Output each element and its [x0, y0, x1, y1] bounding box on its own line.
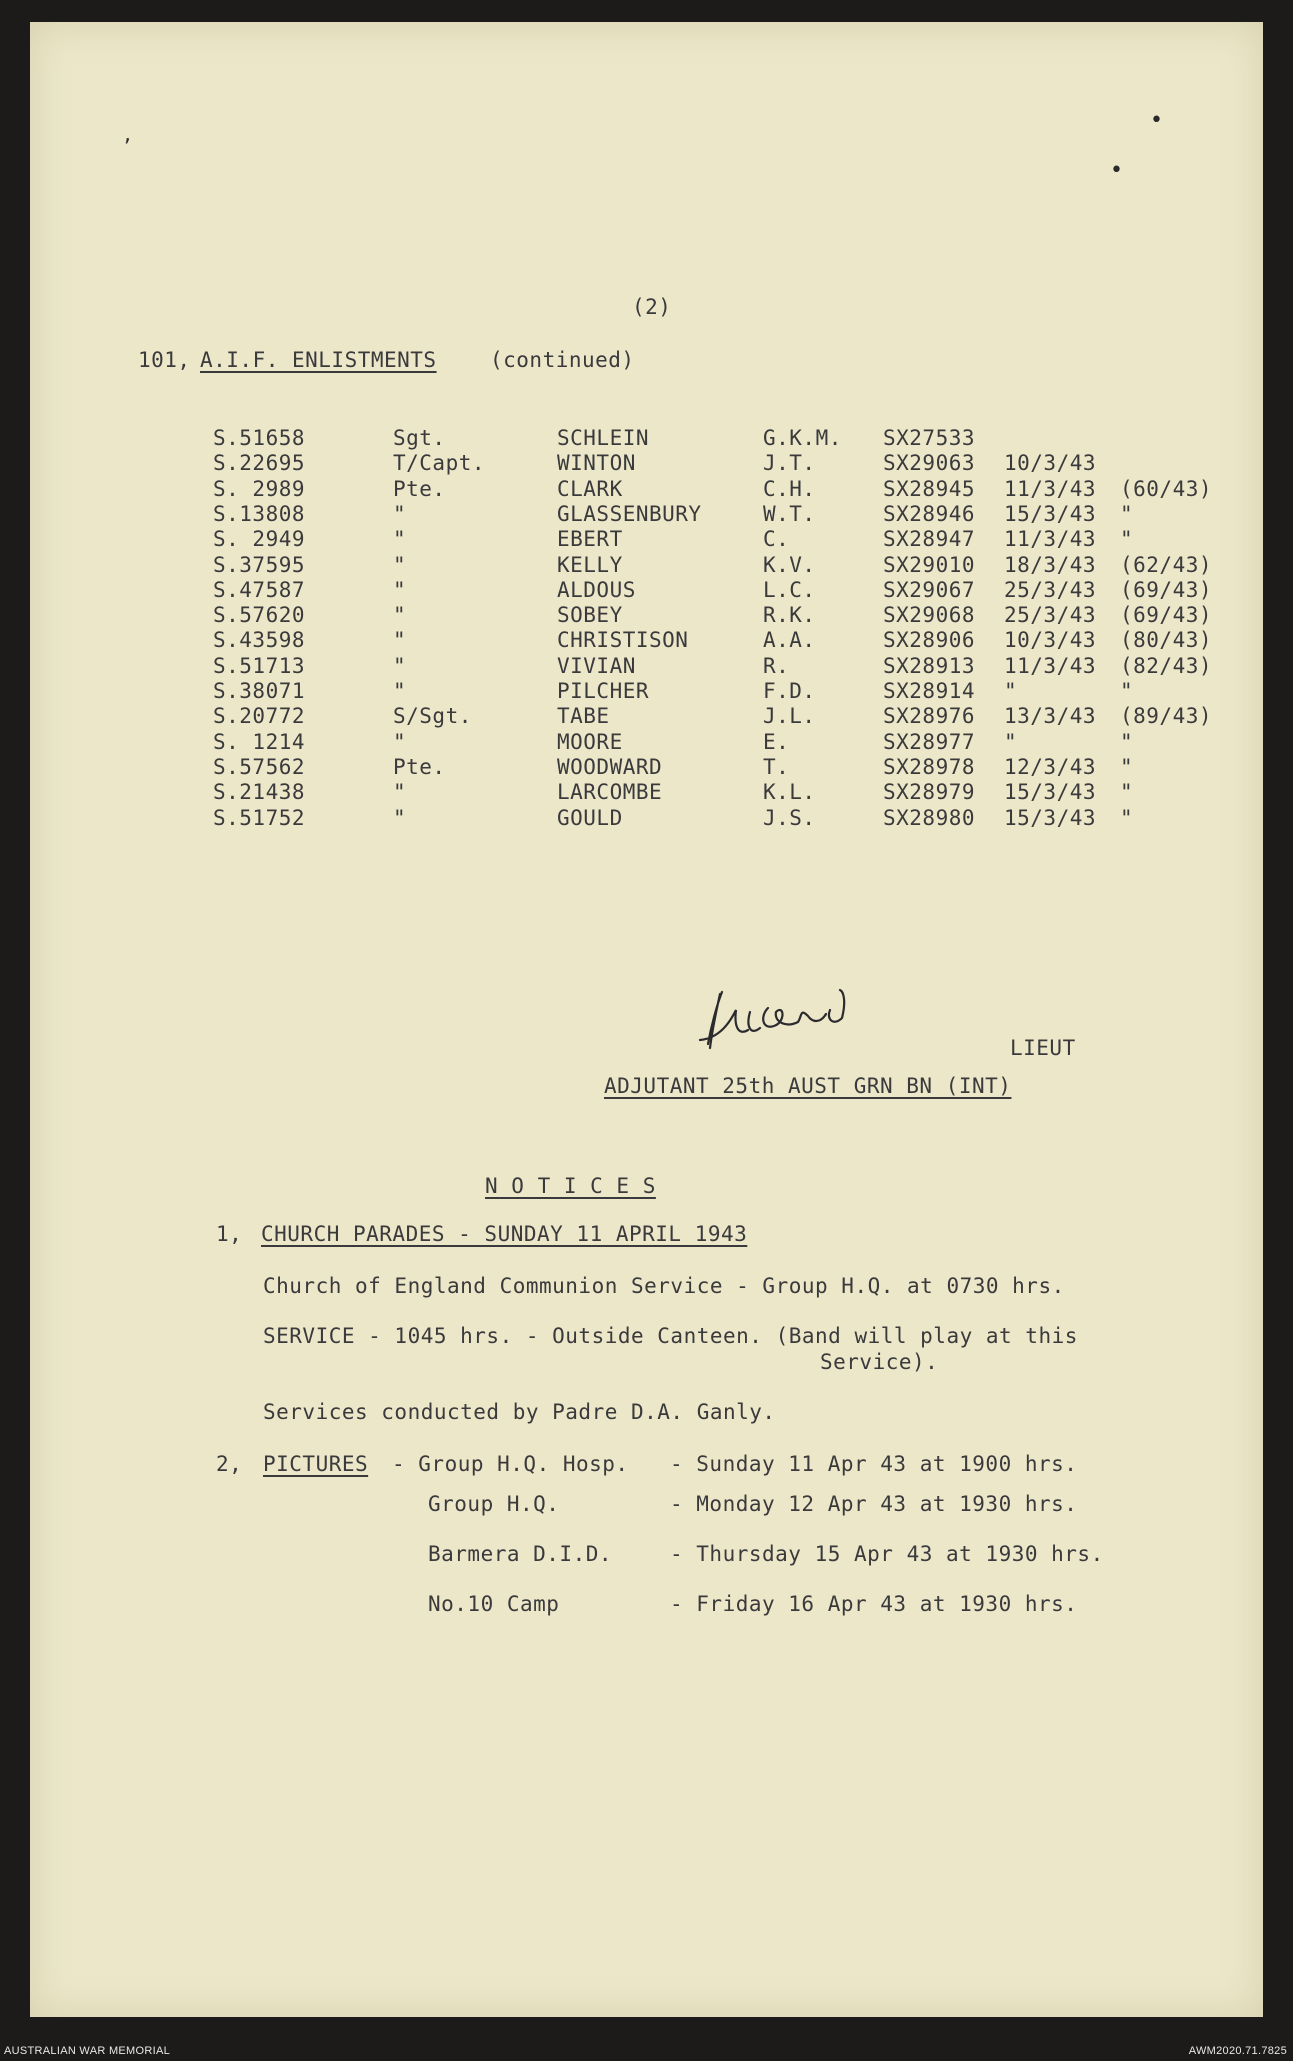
enlist-date: 25/3/43: [1004, 577, 1097, 602]
new-number: SX29063: [883, 451, 976, 476]
surname: CHRISTISON: [557, 628, 689, 653]
service-number: S. 2989: [213, 476, 306, 501]
rank: ": [393, 603, 407, 628]
enlist-date: 12/3/43: [1004, 754, 1097, 779]
section-suffix: (continued): [490, 348, 635, 372]
notice-number: 1,: [216, 1222, 243, 1246]
pictures-place: - Group H.Q. Hosp.: [392, 1452, 629, 1476]
notice-line: Services conducted by Padre D.A. Ganly.: [263, 1400, 776, 1424]
new-number: SX27533: [883, 426, 976, 450]
new-number: SX28980: [883, 805, 976, 830]
surname: ALDOUS: [557, 577, 636, 602]
service-number: S.57562: [213, 754, 306, 779]
reference: (69/43): [1120, 603, 1213, 628]
reference: (82/43): [1120, 653, 1213, 678]
signatory-title: ADJUTANT 25th AUST GRN BN (INT): [604, 1074, 1012, 1098]
pictures-time: - Friday 16 Apr 43 at 1930 hrs.: [670, 1592, 1078, 1616]
surname: CLARK: [557, 476, 623, 501]
signatory-rank: LIEUT: [1010, 1036, 1076, 1060]
initials: A.A.: [763, 628, 816, 653]
enlist-date: 11/3/43: [1004, 653, 1097, 678]
footer-right: AWM2020.71.7825: [1188, 2045, 1287, 2057]
rank: ": [393, 780, 407, 805]
initials: F.D.: [763, 679, 816, 703]
service-number: S.51752: [213, 805, 306, 830]
rank: ": [393, 805, 407, 830]
surname: WOODWARD: [557, 754, 663, 779]
surname: VIVIAN: [557, 653, 636, 678]
service-number: S. 1214: [213, 729, 306, 754]
reference: ": [1120, 805, 1134, 830]
table-row: [30, 679, 1263, 705]
table-row: [30, 502, 1263, 528]
service-number: S.38071: [213, 679, 306, 703]
notice-line: SERVICE - 1045 hrs. - Outside Canteen. (Band will play at this: [263, 1324, 1078, 1348]
service-number: S.43598: [213, 628, 306, 653]
notice-title: CHURCH PARADES - SUNDAY 11 APRIL 1943: [261, 1222, 748, 1246]
initials: J.L.: [763, 704, 816, 729]
initials: K.V.: [763, 552, 816, 577]
initials: R.: [763, 653, 790, 678]
table-row: [30, 654, 1263, 680]
service-number: S. 2949: [213, 527, 306, 552]
initials: J.T.: [763, 451, 816, 476]
notice-title: PICTURES: [263, 1452, 369, 1476]
new-number: SX29067: [883, 577, 976, 602]
new-number: SX29010: [883, 552, 976, 577]
reference: ": [1120, 679, 1134, 703]
reference: (60/43): [1120, 476, 1213, 501]
reference: ": [1120, 754, 1134, 779]
rank: ": [393, 501, 407, 526]
table-row: [30, 730, 1263, 756]
enlist-date: 11/3/43: [1004, 527, 1097, 552]
rank: ": [393, 679, 407, 703]
initials: W.T.: [763, 501, 816, 526]
service-number: S.57620: [213, 603, 306, 628]
surname: SOBEY: [557, 603, 623, 628]
pictures-place: No.10 Camp: [428, 1592, 560, 1616]
enlist-date: 10/3/43: [1004, 628, 1097, 653]
notice-line: Church of England Communion Service - Group H.Q. at 0730 hrs.: [263, 1274, 1065, 1298]
enlist-date: ": [1004, 729, 1018, 754]
enlist-date: 11/3/43: [1004, 476, 1097, 501]
surname: KELLY: [557, 552, 623, 577]
table-row: [30, 603, 1263, 629]
punch-hole-mark: •: [1110, 158, 1123, 183]
table-row: [30, 628, 1263, 654]
section-number: 101,: [138, 348, 191, 372]
service-number: S.47587: [213, 577, 306, 602]
signature-image: [690, 982, 890, 1062]
table-row: [30, 477, 1263, 503]
reference: (69/43): [1120, 577, 1213, 602]
table-row: [30, 527, 1263, 553]
surname: EBERT: [557, 527, 623, 552]
rank: Pte.: [393, 754, 446, 779]
service-number: S.13808: [213, 501, 306, 526]
rank: ": [393, 653, 407, 678]
service-number: S.20772: [213, 704, 306, 729]
enlist-date: 15/3/43: [1004, 780, 1097, 805]
table-row: [30, 704, 1263, 730]
surname: SCHLEIN: [557, 426, 650, 450]
initials: G.K.M.: [763, 426, 842, 450]
rank: Pte.: [393, 476, 446, 501]
notice-number: 2,: [216, 1452, 243, 1476]
initials: J.S.: [763, 805, 816, 830]
new-number: SX28978: [883, 754, 976, 779]
enlist-date: 25/3/43: [1004, 603, 1097, 628]
reference: (62/43): [1120, 552, 1213, 577]
footer-left: AUSTRALIAN WAR MEMORIAL: [4, 2045, 171, 2057]
surname: MOORE: [557, 729, 623, 754]
rank: S/Sgt.: [393, 704, 472, 729]
initials: E.: [763, 729, 790, 754]
rank: ": [393, 628, 407, 653]
reference: (80/43): [1120, 628, 1213, 653]
surname: GLASSENBURY: [557, 501, 702, 526]
initials: C.: [763, 527, 790, 552]
new-number: SX28914: [883, 679, 976, 703]
service-number: S.21438: [213, 780, 306, 805]
initials: K.L.: [763, 780, 816, 805]
notice-line: Service).: [820, 1350, 939, 1374]
page-number: (2): [632, 295, 672, 319]
table-row: [30, 553, 1263, 579]
table-row: [30, 806, 1263, 832]
rank: T/Capt.: [393, 451, 486, 476]
document-page: [30, 22, 1263, 2017]
initials: T.: [763, 754, 790, 779]
pictures-time: - Monday 12 Apr 43 at 1930 hrs.: [670, 1492, 1078, 1516]
service-number: S.22695: [213, 451, 306, 476]
new-number: SX28913: [883, 653, 976, 678]
new-number: SX28947: [883, 527, 976, 552]
new-number: SX28976: [883, 704, 976, 729]
reference: ": [1120, 527, 1134, 552]
service-number: S.51658: [213, 426, 306, 450]
service-number: S.37595: [213, 552, 306, 577]
table-row: [30, 578, 1263, 604]
section-title: A.I.F. ENLISTMENTS: [200, 348, 437, 372]
notices-heading: N O T I C E S: [485, 1174, 656, 1198]
rank: ": [393, 729, 407, 754]
new-number: SX28979: [883, 780, 976, 805]
enlist-date: 15/3/43: [1004, 805, 1097, 830]
enlist-date: 13/3/43: [1004, 704, 1097, 729]
new-number: SX28906: [883, 628, 976, 653]
new-number: SX28945: [883, 476, 976, 501]
enlist-date: 10/3/43: [1004, 451, 1097, 476]
surname: TABE: [557, 704, 610, 729]
table-row: [30, 451, 1263, 477]
reference: ": [1120, 780, 1134, 805]
initials: R.K.: [763, 603, 816, 628]
table-row: [30, 780, 1263, 806]
rank: ": [393, 552, 407, 577]
pictures-place: Group H.Q.: [428, 1492, 560, 1516]
pictures-time: - Sunday 11 Apr 43 at 1900 hrs.: [670, 1452, 1078, 1476]
reference: ": [1120, 501, 1134, 526]
surname: LARCOMBE: [557, 780, 663, 805]
rank: ": [393, 527, 407, 552]
service-number: S.51713: [213, 653, 306, 678]
surname: WINTON: [557, 451, 636, 476]
new-number: SX28946: [883, 501, 976, 526]
punch-hole-mark: ,: [124, 122, 131, 147]
reference: ": [1120, 729, 1134, 754]
rank: Sgt.: [393, 426, 446, 450]
table-row: [30, 426, 1263, 452]
enlist-date: 15/3/43: [1004, 501, 1097, 526]
enlist-date: ": [1004, 679, 1018, 703]
table-row: [30, 755, 1263, 781]
rank: ": [393, 577, 407, 602]
surname: GOULD: [557, 805, 623, 830]
new-number: SX28977: [883, 729, 976, 754]
initials: C.H.: [763, 476, 816, 501]
pictures-place: Barmera D.I.D.: [428, 1542, 613, 1566]
initials: L.C.: [763, 577, 816, 602]
pictures-time: - Thursday 15 Apr 43 at 1930 hrs.: [670, 1542, 1104, 1566]
reference: (89/43): [1120, 704, 1213, 729]
new-number: SX29068: [883, 603, 976, 628]
punch-hole-mark: •: [1150, 108, 1163, 133]
enlist-date: 18/3/43: [1004, 552, 1097, 577]
surname: PILCHER: [557, 679, 650, 703]
